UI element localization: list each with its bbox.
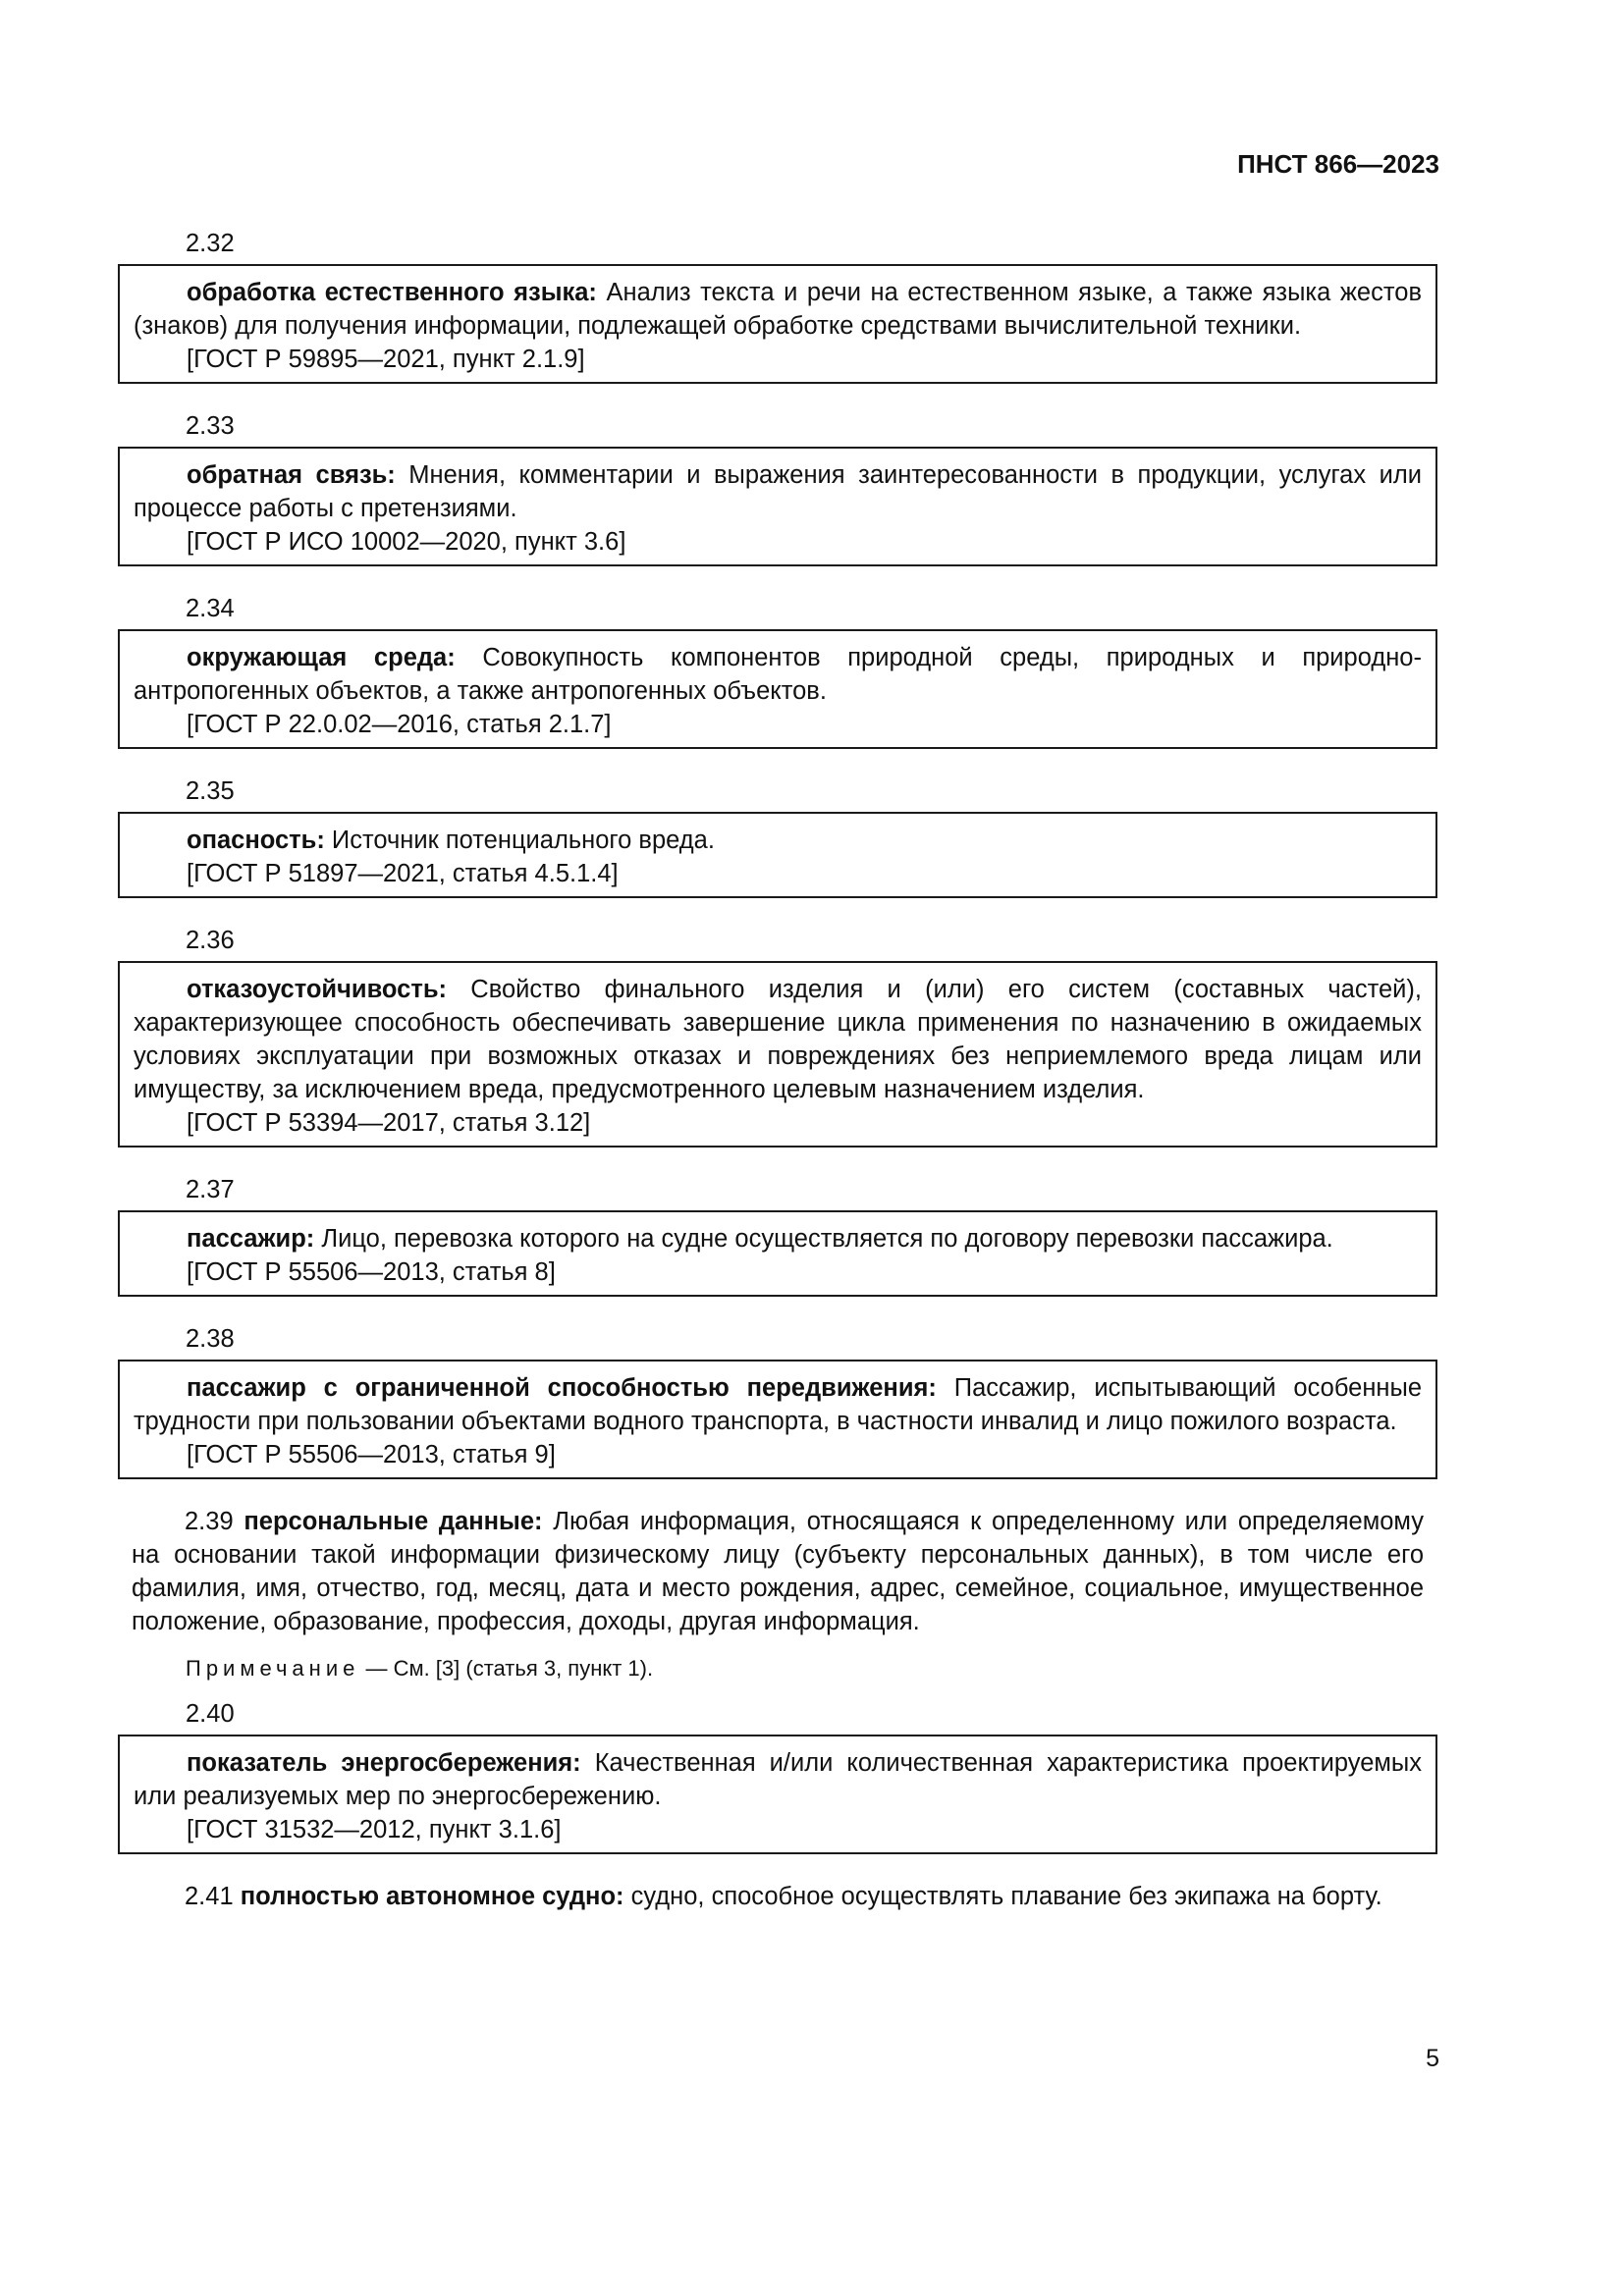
definition — [134, 1371, 1422, 1438]
entry-number: 2.40 — [186, 1700, 235, 1728]
definition-text: Источник потенциального вреда. — [324, 827, 715, 854]
term-paragraph — [118, 1505, 1437, 1638]
source-reference: [ГОСТ Р 59895—2021, пункт 2.1.9] — [187, 346, 585, 373]
entry-number: 2.35 — [186, 777, 235, 805]
definition — [134, 973, 1422, 1106]
entry-number: 2.41 — [185, 1883, 234, 1910]
definition — [132, 1505, 1424, 1638]
term: обработка естественного языка: — [187, 279, 597, 306]
definition-text: судно, способное осуществлять плавание без экипажа на борту. — [623, 1883, 1382, 1910]
source-reference: [ГОСТ Р 55506—2013, статья 8] — [187, 1258, 556, 1286]
definition-text: Пассажир, испытывающий особенные трудности при пользовании объектами водного транспорта, в частности инвалид и лицо пожилого возраста. — [134, 1374, 1422, 1435]
term-box — [118, 1735, 1437, 1854]
entry-number: 2.36 — [186, 927, 235, 954]
term-box — [118, 1360, 1437, 1479]
definition-text: Лицо, перевозка которого на судне осуществляется по договору перевозки пассажира. — [314, 1225, 1333, 1253]
entry-number: 2.38 — [186, 1325, 235, 1353]
document-id: ПНСТ 866—2023 — [1237, 149, 1439, 179]
entry-number: 2.33 — [186, 412, 235, 440]
definition — [134, 276, 1422, 343]
term: окружающая среда: — [187, 644, 456, 671]
definition-text: Свойство финального изделия и (или) его систем (составных частей), характеризующее способность обеспечивать завершение цикла применения по назначению в ожидаемых условиях эксплуатации при возможных отказах и повреждениях без неприемлемого вреда лицам или имуществу, за исключением вреда, предусмотренного целевым назначением изделия. — [134, 976, 1422, 1103]
definition-text: Качественная и/или количественная характеристика проектируемых или реализуемых мер по энергосбережению. — [134, 1749, 1422, 1810]
term-box — [118, 961, 1437, 1148]
page-content — [118, 227, 1437, 1927]
note-label: Примечание — [186, 1656, 360, 1681]
definition — [134, 458, 1422, 525]
term: опасность: — [187, 827, 325, 854]
definition — [132, 1880, 1424, 1913]
entry-number: 2.32 — [186, 230, 235, 257]
definition — [134, 824, 1422, 857]
page-number: 5 — [1426, 2045, 1439, 2072]
source-reference: [ГОСТ Р 51897—2021, статья 4.5.1.4] — [187, 860, 619, 887]
term: обратная связь: — [187, 461, 396, 489]
definition-text: Мнения, комментарии и выражения заинтересованности в продукции, услугах или процессе работы с претензиями. — [134, 461, 1422, 522]
definition-text: Анализ текста и речи на естественном языке, а также языка жестов (знаков) для получения информации, подлежащей обработке средствами вычислительной техники. — [134, 279, 1422, 340]
term: отказоустойчивость: — [187, 976, 447, 1003]
definition-text: Совокупность компонентов природной среды, природных и природно-антропогенных объектов, а также антропогенных объектов. — [134, 644, 1422, 705]
source-reference: [ГОСТ 31532—2012, пункт 3.1.6] — [187, 1816, 562, 1843]
source-reference: [ГОСТ Р 22.0.02—2016, статья 2.1.7] — [187, 711, 612, 738]
definition — [134, 641, 1422, 708]
term: показатель энергосбережения: — [187, 1749, 581, 1777]
definition-text: Любая информация, относящаяся к определенному или определяемому на основании такой информации физическому лицу (субъекту персональных данных), в том числе его фамилия, имя, отчество, год, месяц, дата и место рождения, адрес, семейное, социальное, имущественное положение, образование, профессия, доходы, другая информация. — [132, 1508, 1424, 1635]
term-paragraph — [118, 1880, 1437, 1913]
note — [118, 1652, 1437, 1685]
term: полностью автономное судно: — [240, 1883, 624, 1910]
note-text: — См. [3] (статья 3, пункт 1). — [359, 1656, 654, 1681]
term: пассажир с ограниченной способностью передвижения: — [187, 1374, 937, 1402]
definition — [134, 1222, 1422, 1255]
definition — [134, 1746, 1422, 1813]
term-box — [118, 1210, 1437, 1297]
source-reference: [ГОСТ Р 55506—2013, статья 9] — [187, 1441, 556, 1468]
source-reference: [ГОСТ Р ИСО 10002—2020, пункт 3.6] — [187, 528, 626, 556]
entry-number: 2.37 — [186, 1176, 235, 1203]
entry-number: 2.34 — [186, 595, 235, 622]
term: персональные данные: — [244, 1508, 543, 1535]
source-reference: [ГОСТ Р 53394—2017, статья 3.12] — [187, 1109, 591, 1137]
term-box — [118, 264, 1437, 384]
term-box — [118, 812, 1437, 898]
term-box — [118, 447, 1437, 566]
term: пассажир: — [187, 1225, 315, 1253]
term-box — [118, 629, 1437, 749]
entry-number: 2.39 — [185, 1508, 234, 1535]
